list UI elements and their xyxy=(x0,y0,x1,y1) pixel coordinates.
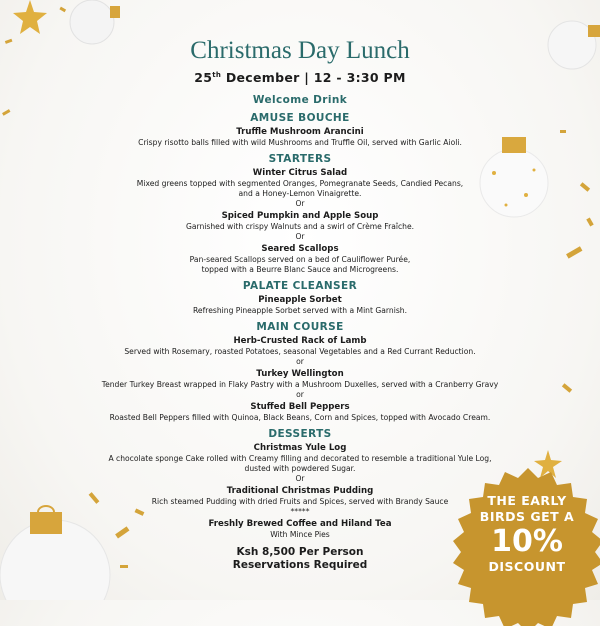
dish-name: Stuffed Bell Peppers xyxy=(250,402,350,412)
ornament-top-right-decoration xyxy=(540,15,600,75)
or-separator: Or xyxy=(295,474,305,483)
dish-name: Pineapple Sorbet xyxy=(258,295,342,305)
amuse-bouche-heading: AMUSE BOUCHE xyxy=(250,112,350,124)
price: Ksh 8,500 Per Person xyxy=(236,546,364,558)
dish-description: dusted with powdered Sugar. xyxy=(244,464,356,473)
desserts-heading: DESSERTS xyxy=(268,428,332,440)
dish-description: Served with Rosemary, roasted Potatoes, seasonal Vegetables and a Red Currant Reduction. xyxy=(124,347,476,356)
star-separator: ***** xyxy=(290,507,310,516)
page-title: Christmas Day Lunch xyxy=(190,37,410,64)
dish-name: Spiced Pumpkin and Apple Soup xyxy=(221,211,379,221)
badge-discount-value: 10% xyxy=(491,524,563,559)
badge-line: DISCOUNT xyxy=(488,559,566,574)
confetti-decoration xyxy=(560,380,580,400)
dish-name: Turkey Wellington xyxy=(256,369,344,379)
or-separator: Or xyxy=(295,232,305,241)
dish-description: With Mince Pies xyxy=(270,530,330,539)
dish-name: Truffle Mushroom Arancini xyxy=(236,127,364,137)
or-separator: Or xyxy=(295,199,305,208)
badge-line: BIRDS GET A xyxy=(479,509,575,524)
confetti-decoration xyxy=(0,105,20,125)
discount-badge xyxy=(448,493,600,575)
dish-description: Rich steamed Pudding with dried Fruits and Spices, served with Brandy Sauce xyxy=(151,497,449,506)
badge-line: THE EARLY xyxy=(487,493,567,508)
dish-description: topped with a Beurre Blanc Sauce and Microgreens. xyxy=(201,265,399,274)
dish-description: Refreshing Pineapple Sorbet served with a Mint Garnish. xyxy=(192,306,408,315)
date-rest: December | 12 - 3:30 PM xyxy=(221,70,406,85)
dish-name: Christmas Yule Log xyxy=(253,443,347,453)
event-date xyxy=(70,70,530,85)
dish-description: Pan-seared Scallops served on a bed of Cauliflower Purée, xyxy=(189,255,411,264)
or-separator: or xyxy=(296,390,304,399)
date-suffix: th xyxy=(212,70,222,79)
dish-name: Winter Citrus Salad xyxy=(252,168,348,178)
dish-description: Crispy risotto balls filled with wild Mushrooms and Truffle Oil, served with Garlic Aioli. xyxy=(138,138,462,147)
dish-name: Freshly Brewed Coffee and Hiland Tea xyxy=(208,519,392,529)
palate-cleanser-heading: PALATE CLEANSER xyxy=(242,280,358,292)
welcome-drink-heading: Welcome Drink xyxy=(252,94,348,106)
or-separator: or xyxy=(296,357,304,366)
reservations-note: Reservations Required xyxy=(232,559,368,571)
dish-name: Herb-Crusted Rack of Lamb xyxy=(233,336,367,346)
dish-description: A chocolate sponge Cake rolled with Creamy filling and decorated to resemble a traditional Yule Log, xyxy=(108,454,492,463)
main-course-heading: MAIN COURSE xyxy=(256,321,344,333)
dish-description: Tender Turkey Breast wrapped in Flaky Pastry with a Mushroom Duxelles, served with a Cranberry Gravy xyxy=(101,380,499,389)
starters-heading: STARTERS xyxy=(268,153,332,165)
date-day: 25 xyxy=(194,70,213,85)
dish-description: and a Honey-Lemon Vinaigrette. xyxy=(238,189,362,198)
dish-description: Roasted Bell Peppers filled with Quinoa, Black Beans, Corn and Spices, topped with Avocado Cream. xyxy=(109,413,491,422)
dish-name: Seared Scallops xyxy=(261,244,339,254)
dish-description: Mixed greens topped with segmented Oranges, Pomegranate Seeds, Candied Pecans, xyxy=(136,179,464,188)
dish-description: Garnished with crispy Walnuts and a swirl of Crème Fraîche. xyxy=(185,222,415,231)
dish-name: Traditional Christmas Pudding xyxy=(226,486,374,496)
